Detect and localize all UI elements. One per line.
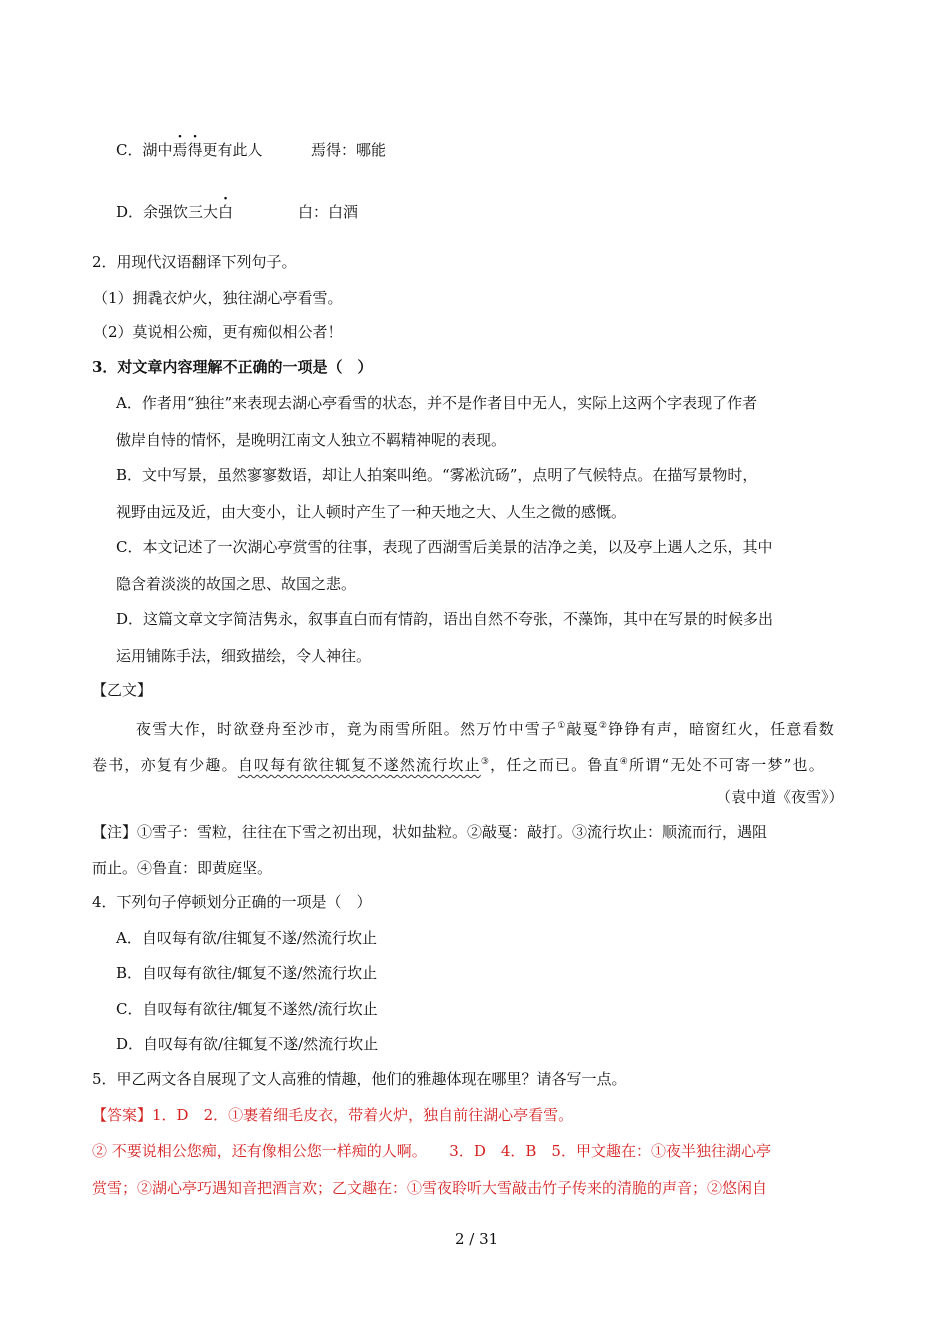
q3-option-b-line1: B．文中写景，虽然寥寥数语，却让人拍案叫绝。“雾凇沆砀”，点明了气候特点。在描写景物时，	[116, 466, 758, 484]
passage-text: 敲戛	[566, 720, 599, 738]
q1-option-c-gloss: 焉得：哪能	[311, 141, 387, 159]
q4-stem: 4．下列句子停顿划分正确的一项是（ ）	[92, 893, 372, 911]
passage-text: 夜雪大作，时欲登舟至沙市，竟为雨雪所阻。然万竹中雪子	[136, 720, 558, 738]
answer-line2: ② 不要说相公您痴，还有像相公您一样痴的人啊。 3．D 4．B 5．甲文趣在：①夜半独往湖心亭	[92, 1142, 771, 1160]
note-marker-1: ①	[557, 721, 567, 731]
q5-stem: 5．甲乙两文各自展现了文人高雅的情趣，他们的雅趣体现在哪里？请各写一点。	[92, 1070, 627, 1088]
q3-option-c-line2: 隐含着淡淡的故国之思、故国之悲。	[116, 575, 357, 593]
q1-option-c-label: C．湖中	[116, 141, 173, 159]
passage-text: 卷书，亦复有少趣。	[92, 756, 238, 774]
q2-stem: 2．用现代汉语翻译下列句子。	[92, 253, 297, 271]
yiwen-title: 【乙文】	[92, 681, 153, 699]
q1-option-d-label: D．余强饮三大	[116, 203, 219, 221]
q4-option-b: B．自叹每有欲往/辄复不遂/然流行坎止	[116, 964, 378, 982]
q3-option-b-line2: 视野由远及近，由大变小，让人顿时产生了一种天地之大、人生之微的感慨。	[116, 503, 627, 521]
wavy-underlined-sentence: 自叹每有欲往辄复不遂然流行坎止	[237, 756, 481, 774]
answer-line3: 赏雪；②湖心亭巧遇知音把酒言欢；乙文趣在：①雪夜聆听大雪敲击竹子传来的清脆的声音；②悠闲自	[92, 1179, 768, 1197]
q1-option-c-rest: 更有此人	[202, 141, 263, 159]
emphasis-char-yan: 焉	[172, 141, 188, 159]
passage-text: 所谓“无处不可寄一梦”也。	[629, 756, 825, 774]
q3-option-c-line1: C．本文记述了一次湖心亭赏雪的往事，表现了西湖雪后美景的洁净之美，以及亭上遇人之乐，其中	[116, 538, 773, 556]
q1-option-d	[116, 202, 233, 222]
q1-option-d-gloss: 白：白酒	[298, 203, 359, 221]
q3-option-d-line1: D．这篇文章文字简洁隽永，叙事直白而有情韵，语出自然不夸张，不藻饰，其中在写景的时候多出	[116, 610, 774, 628]
emphasis-char-de: 得	[187, 141, 203, 159]
q4-option-c: C．自叹每有欲往/辄复不遂然/流行坎止	[116, 1000, 378, 1018]
passage-text: ，任之而已。鲁直	[490, 756, 620, 774]
q1-option-c	[116, 140, 263, 160]
q2-sentence-2: （2）莫说相公痴，更有痴似相公者！	[93, 323, 343, 341]
q2-sentence-1: （1）拥毳衣炉火，独往湖心亭看雪。	[93, 289, 343, 307]
page-number: 2 / 31	[455, 1230, 499, 1248]
q3-option-a-line1: A．作者用“独往”来表现去湖心亭看雪的状态，并不是作者目中无人，实际上这两个字表现了作者	[116, 394, 758, 412]
yiwen-note-line1: 【注】①雪子：雪粒，往往在下雪之初出现，状如盐粒。②敲戛：敲打。③流行坎止：顺流而行，遇阻	[92, 823, 768, 841]
yiwen-note-line2: 而止。④鲁直：即黄庭坚。	[92, 859, 273, 877]
note-marker-3: ③	[480, 757, 491, 767]
q3-option-d-line2: 运用铺陈手法，细致描绘，令人神往。	[116, 647, 372, 665]
answer-line1: 【答案】1．D 2．①裹着细毛皮衣，带着火炉，独自前往湖心亭看雪。	[92, 1106, 574, 1124]
passage-text: 铮铮有声，暗窗红火，任意看数	[608, 720, 835, 738]
yiwen-passage-line1	[136, 716, 835, 739]
q4-option-a: A．自叹每有欲/往辄复不遂/然流行坎止	[116, 929, 377, 947]
emphasis-char-bai: 白	[218, 203, 234, 221]
yiwen-passage-line2	[92, 752, 825, 775]
q3-stem: 3．对文章内容理解不正确的一项是（ ）	[92, 358, 373, 376]
q3-option-a-line2: 傲岸自恃的情怀，是晚明江南文人独立不羁精神呢的表现。	[116, 431, 507, 449]
yiwen-source: （袁中道《夜雪》）	[716, 788, 844, 806]
note-marker-4: ④	[619, 757, 629, 767]
note-marker-2: ②	[598, 721, 609, 731]
q4-option-d: D．自叹每有欲/往辄复不遂/然流行坎止	[116, 1035, 379, 1053]
